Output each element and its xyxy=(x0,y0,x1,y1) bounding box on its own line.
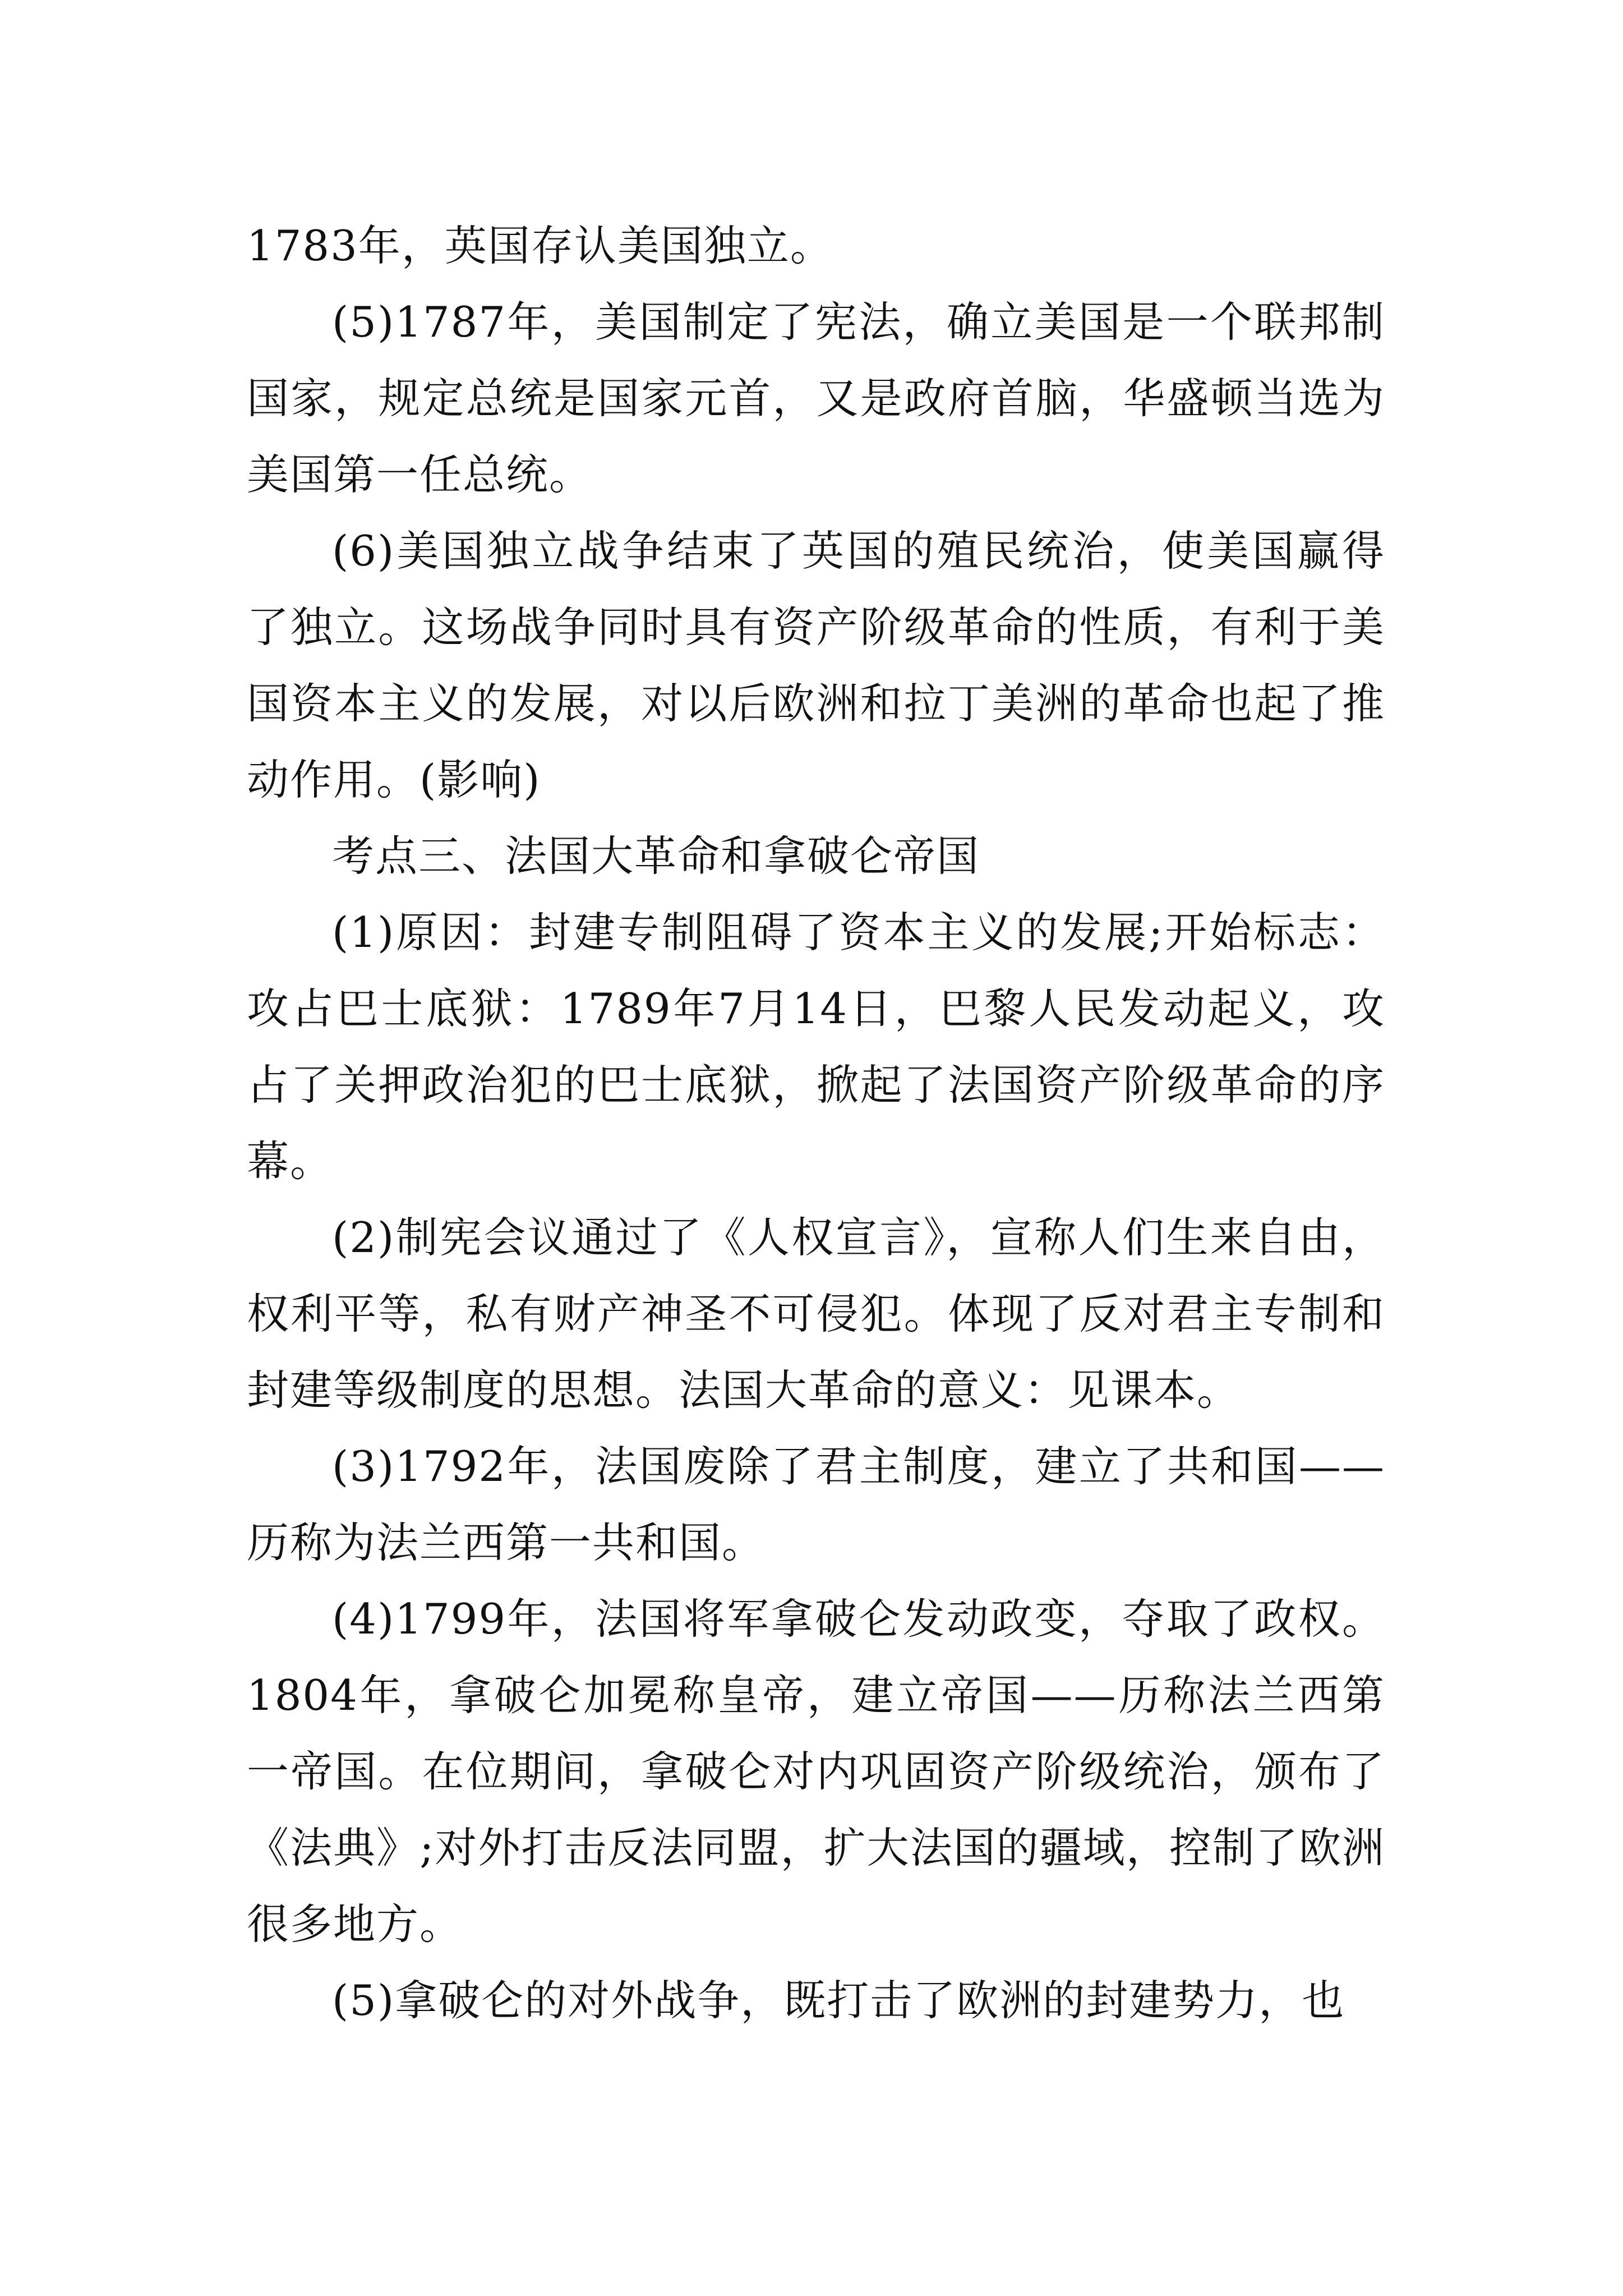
paragraph-point-3-republic: (3)1792年，法国废除了君主制度，建立了共和国——历称为法兰西第一共和国。 xyxy=(247,1442,1385,1567)
paragraph-point-6-independence: (6)美国独立战争结束了英国的殖民统治，使美国赢得了独立。这场战争同时具有资产阶级革命的性质，有利于美国资本主义的发展，对以后欧洲和拉丁美洲的革命也起了推动作用。(影响) xyxy=(247,526,1385,804)
paragraph-point-2-declaration: (2)制宪会议通过了《人权宣言》，宣称人们生来自由，权利平等，私有财产神圣不可侵犯。体现了反对君主专制和封建等级制度的思想。法国大革命的意义：见课本。 xyxy=(247,1213,1385,1415)
paragraph-1783: 1783年，英国存认美国独立。 xyxy=(247,221,833,270)
paragraph-point-4-napoleon: (4)1799年，法国将军拿破仑发动政变，夺取了政权。1804年，拿破仑加冕称皇帝，建立帝国——历称法兰西第一帝国。在位期间，拿破仑对内巩固资产阶级统治，颁布了《法典》;对外打击反法同盟，扩大法国的疆域，控制了欧洲很多地方。 xyxy=(247,1594,1385,1949)
paragraph-point-5-wars: (5)拿破仑的对外战争，既打击了欧洲的封建势力，也 xyxy=(332,1976,1345,2025)
paragraph-point-1-cause: (1)原因：封建专制阻碍了资本主义的发展;开始标志：攻占巴士底狱：1789年7月14日，巴黎人民发动起义，攻占了关押政治犯的巴士底狱，掀起了法国资产阶级革命的序幕。 xyxy=(247,908,1385,1186)
section-heading-exam-point-3: 考点三、法国大革命和拿破仑帝国 xyxy=(332,831,980,881)
document-body xyxy=(247,208,1385,2039)
paragraph-point-5-constitution: (5)1787年，美国制定了宪法，确立美国是一个联邦制国家，规定总统是国家元首，又是政府首脑，华盛顿当选为美国第一任总统。 xyxy=(247,297,1385,499)
